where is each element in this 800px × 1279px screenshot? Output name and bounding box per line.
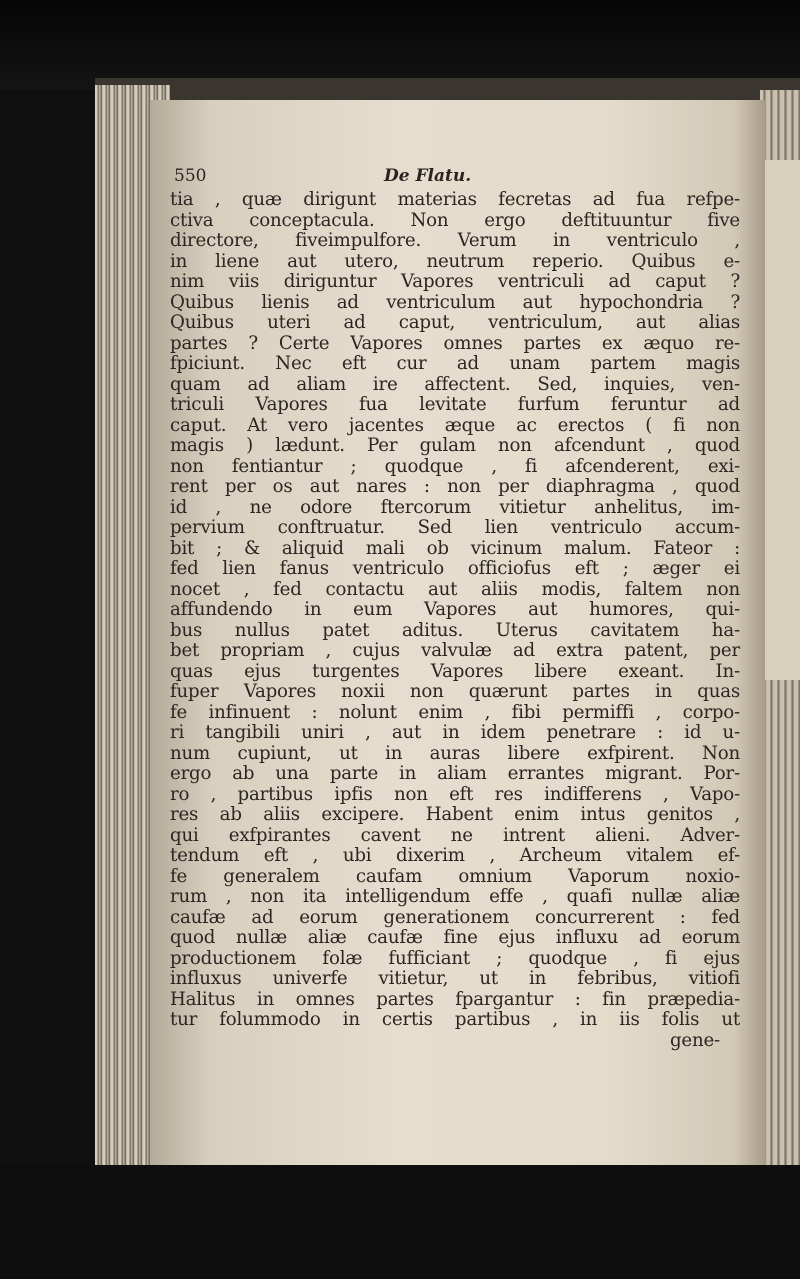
text-line: quas ejus turgentes Vapores libere exeant. In- [170, 660, 740, 682]
background-shadow-bottom [0, 1165, 800, 1279]
text-line: rent per os aut nares : non per diaphragma , quod [170, 476, 740, 497]
text-line: productionem folæ fufficiant ; quodque , fi ejus [170, 947, 740, 969]
text-line: tur folummodo in certis partibus , in iis folis ut [170, 1009, 740, 1030]
text-line: triculi Vapores fua levitate furfum feruntur ad [170, 394, 740, 415]
text-line: magis ) lædunt. Per gulam non afcendunt , quod [170, 435, 740, 456]
text-line: qui exfpirantes cavent ne intrent alieni. Adver- [170, 824, 740, 846]
text-line: fed lien fanus ventriculo officiofus eft ; æger ei [170, 558, 740, 579]
text-line: rum , non ita intelligendum effe , quafi nullæ aliæ [170, 886, 740, 907]
text-line: bus nullus patet aditus. Uterus cavitatem ha- [170, 619, 740, 641]
text-line: res ab aliis excipere. Habent enim intus genitos , [170, 804, 740, 825]
text-line: ctiva conceptacula. Non ergo deftituuntur five [170, 209, 740, 231]
text-line: caput. At vero jacentes æque ac erectos ( fi non [170, 414, 740, 436]
text-line: caufæ ad eorum generationem concurrerent : fed [170, 906, 740, 928]
text-line: fe generalem caufam omnium Vaporum noxio- [170, 865, 740, 887]
text-line: quod nullæ aliæ caufæ fine ejus influxu ad eorum [170, 927, 740, 948]
text-line: Quibus uteri ad caput, ventriculum, aut alias [170, 312, 740, 333]
text-line: in liene aut utero, neutrum reperio. Quibus e- [170, 250, 740, 272]
text-line: non fentiantur ; quodque , fi afcenderent, exi- [170, 455, 740, 477]
text-line: fe infinuent : nolunt enim , fibi permiffi , corpo- [170, 701, 740, 723]
text-line: directore, fiveimpulfore. Verum in ventriculo , [170, 230, 740, 251]
text-line: Halitus in omnes partes fpargantur : fin præpedia- [170, 988, 740, 1010]
text-line: bit ; & aliquid mali ob vicinum malum. Fateor : [170, 537, 740, 559]
text-line: affundendo in eum Vapores aut humores, qui- [170, 599, 740, 620]
text-line: Quibus lienis ad ventriculum aut hypochondria ? [170, 291, 740, 313]
text-line: partes ? Certe Vapores omnes partes ex æquo re- [170, 332, 740, 354]
text-line: ergo ab una parte in aliam errantes migrant. Por- [170, 763, 740, 784]
body-text [170, 190, 740, 1051]
running-title: De Flatu. [384, 166, 472, 186]
text-line: nocet , fed contactu aut aliis modis, faltem non [170, 578, 740, 600]
text-line: id , ne odore ftercorum vitietur anhelitus, im- [170, 496, 740, 518]
background-shadow [0, 0, 800, 90]
next-page-strip [765, 160, 800, 680]
text-line: fpiciunt. Nec eft cur ad unam partem magis [170, 353, 740, 374]
text-line: ri tangibili uniri , aut in idem penetrare : id u- [170, 722, 740, 743]
text-line: nim viis diriguntur Vapores ventriculi ad caput ? [170, 271, 740, 292]
text-line: ro , partibus ipfis non eft res indifferens , Vapo- [170, 783, 740, 805]
text-line: tia , quæ dirigunt materias fecretas ad fua refpe- [170, 189, 740, 210]
text-line: quam ad aliam ire affectent. Sed, inquies, ven- [170, 373, 740, 395]
text-line: tendum eft , ubi dixerim , Archeum vitalem ef- [170, 845, 740, 866]
page-number: 550 [174, 166, 207, 186]
text-line: num cupiunt, ut in auras libere exfpirent. Non [170, 742, 740, 764]
text-line: pervium conftruatur. Sed lien ventriculo accum- [170, 517, 740, 538]
text-line: influxus univerfe vitietur, ut in febribus, vitiofi [170, 968, 740, 989]
text-line: bet propriam , cujus valvulæ ad extra patent, per [170, 640, 740, 661]
text-line: fuper Vapores noxii non quærunt partes in quas [170, 681, 740, 702]
catchword: gene- [669, 1029, 720, 1051]
